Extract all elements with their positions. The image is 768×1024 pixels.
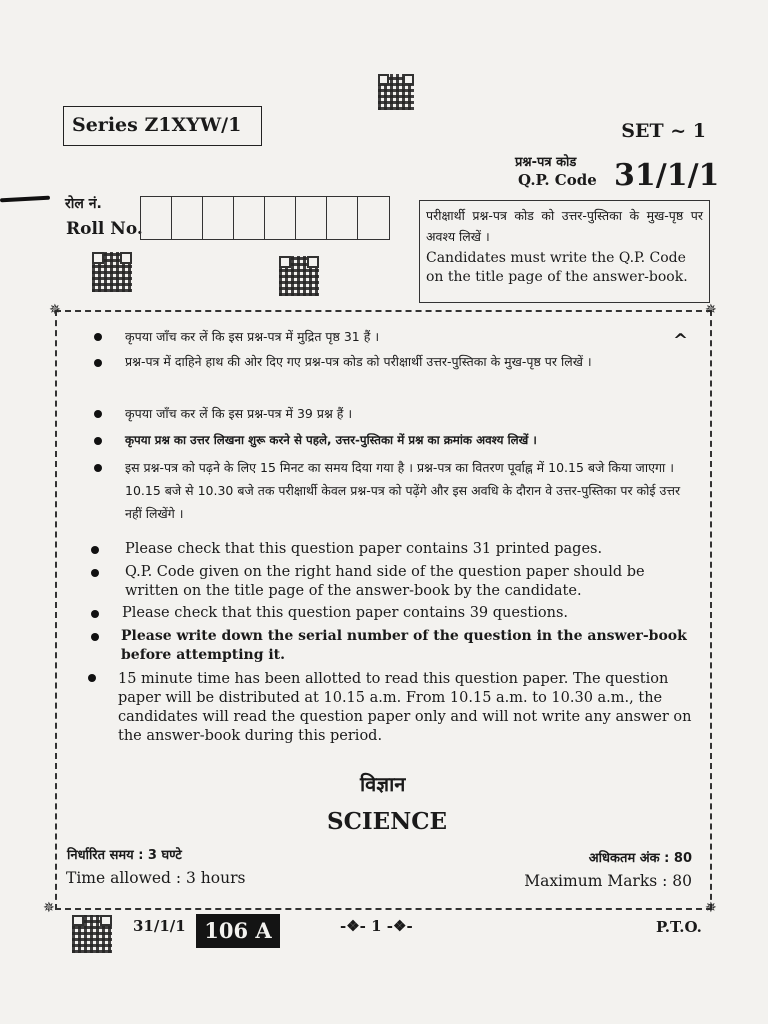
series-label: Series Z1XYW/1	[63, 106, 262, 146]
roll-digit-box[interactable]	[141, 197, 172, 239]
subject-title: SCIENCE	[327, 808, 448, 835]
instruction-english-2: Q.P. Code given on the right hand side of the question paper should be written on the title page of the answer-book by the candidate.	[125, 564, 645, 599]
roll-label: Roll No.	[66, 219, 143, 239]
middle-qr-code-icon	[279, 256, 319, 296]
roll-digit-box[interactable]	[203, 197, 234, 239]
maximum-marks-hindi: अधिकतम अंक : 80	[588, 851, 692, 866]
booklet-badge: 106 A	[196, 914, 280, 948]
time-allowed: Time allowed : 3 hours	[66, 869, 246, 887]
star-corner-icon: ✵	[705, 302, 717, 318]
star-corner-icon: ✵	[43, 900, 55, 916]
roll-digit-box[interactable]	[172, 197, 203, 239]
maximum-marks: Maximum Marks : 80	[524, 872, 692, 890]
qp-code-label: Q.P. Code	[518, 171, 597, 189]
star-corner-icon: ✵	[49, 302, 61, 318]
roll-digit-box[interactable]	[296, 197, 327, 239]
instruction-english-1: Please check that this question paper contains 31 printed pages.	[125, 541, 603, 557]
footer-qr-code-icon	[72, 915, 112, 953]
caret-up-icon: ^	[673, 330, 689, 351]
pto-label: P.T.O.	[656, 918, 702, 936]
bullet-icon	[88, 674, 96, 682]
page-number: -❖- 1 -❖-	[340, 917, 413, 935]
bullet-icon	[94, 333, 102, 341]
instruction-hindi-3: कृपया जाँच कर लें कि इस प्रश्न-पत्र में 39 प्रश्न हैं ।	[125, 406, 353, 421]
roll-digit-box[interactable]	[358, 197, 389, 239]
notice-hindi: परीक्षार्थी प्रश्न-पत्र कोड को उत्तर-पुस्तिका के मुख-पृष्ठ पर अवश्य लिखें ।	[426, 208, 703, 244]
left-qr-code-icon	[92, 252, 132, 292]
instruction-english-3: Please check that this question paper contains 39 questions.	[122, 605, 568, 621]
bullet-icon	[91, 569, 99, 577]
qp-code-value: 31/1/1	[614, 158, 720, 193]
roll-digit-box[interactable]	[327, 197, 358, 239]
top-qr-code-icon	[378, 74, 414, 110]
instruction-english-4: Please write down the serial number of the question in the answer-book before attempting it.	[121, 628, 687, 663]
roll-number-boxes[interactable]	[140, 196, 390, 240]
notice-english: Candidates must write the Q.P. Code on the title page of the answer-book.	[426, 250, 688, 285]
bullet-icon	[91, 633, 99, 641]
bullet-icon	[94, 437, 102, 445]
qp-code-label-hindi: प्रश्न-पत्र कोड	[515, 155, 577, 170]
subject-title-hindi: विज्ञान	[360, 772, 406, 796]
instruction-english-5: 15 minute time has been allotted to read this question paper. The question paper will be distributed at 10.15 a.m. From 10.15 a.m. to 10.30 a.m., the candidates will read the question paper only and will not write any answer on the answer-book during this period.	[118, 671, 692, 744]
roll-digit-box[interactable]	[265, 197, 296, 239]
roll-digit-box[interactable]	[234, 197, 265, 239]
pen-mark	[0, 196, 50, 203]
roll-label-hindi: रोल नं.	[65, 196, 102, 212]
time-allowed-hindi: निर्धारित समय : 3 घण्टे	[67, 848, 182, 863]
star-corner-icon: ✵	[705, 900, 717, 916]
bullet-icon	[94, 464, 102, 472]
instruction-hindi-1: कृपया जाँच कर लें कि इस प्रश्न-पत्र में मुद्रित पृष्ठ 31 हैं ।	[125, 329, 380, 344]
qp-code-notice	[419, 200, 710, 303]
instruction-hindi-4: कृपया प्रश्न का उत्तर लिखना शुरू करने से पहले, उत्तर-पुस्तिका में प्रश्न का क्रमांक अवश्य लिखें ।	[125, 433, 537, 447]
instruction-hindi-5: इस प्रश्न-पत्र को पढ़ने के लिए 15 मिनट का समय दिया गया है । प्रश्न-पत्र का वितरण पूर्वाह्न में 10.15 बजे किया जाएगा । 10.15 बजे से 10.30 बजे तक परीक्षार्थी केवल प्रश्न-पत्र को पढ़ेंगे और इस अवधि के दौरान वे उत्तर-पुस्तिका पर कोई उत्तर नहीं लिखेंगे ।	[125, 460, 681, 521]
set-label: SET ~ 1	[621, 120, 706, 142]
bullet-icon	[91, 610, 99, 618]
footer-qp-code: 31/1/1	[133, 917, 186, 935]
bullet-icon	[91, 546, 99, 554]
bullet-icon	[94, 410, 102, 418]
instruction-hindi-2: प्रश्न-पत्र में दाहिने हाथ की ओर दिए गए प्रश्न-पत्र कोड को परीक्षार्थी उत्तर-पुस्तिका के मुख-पृष्ठ पर लिखें ।	[125, 354, 592, 369]
bullet-icon	[94, 359, 102, 367]
